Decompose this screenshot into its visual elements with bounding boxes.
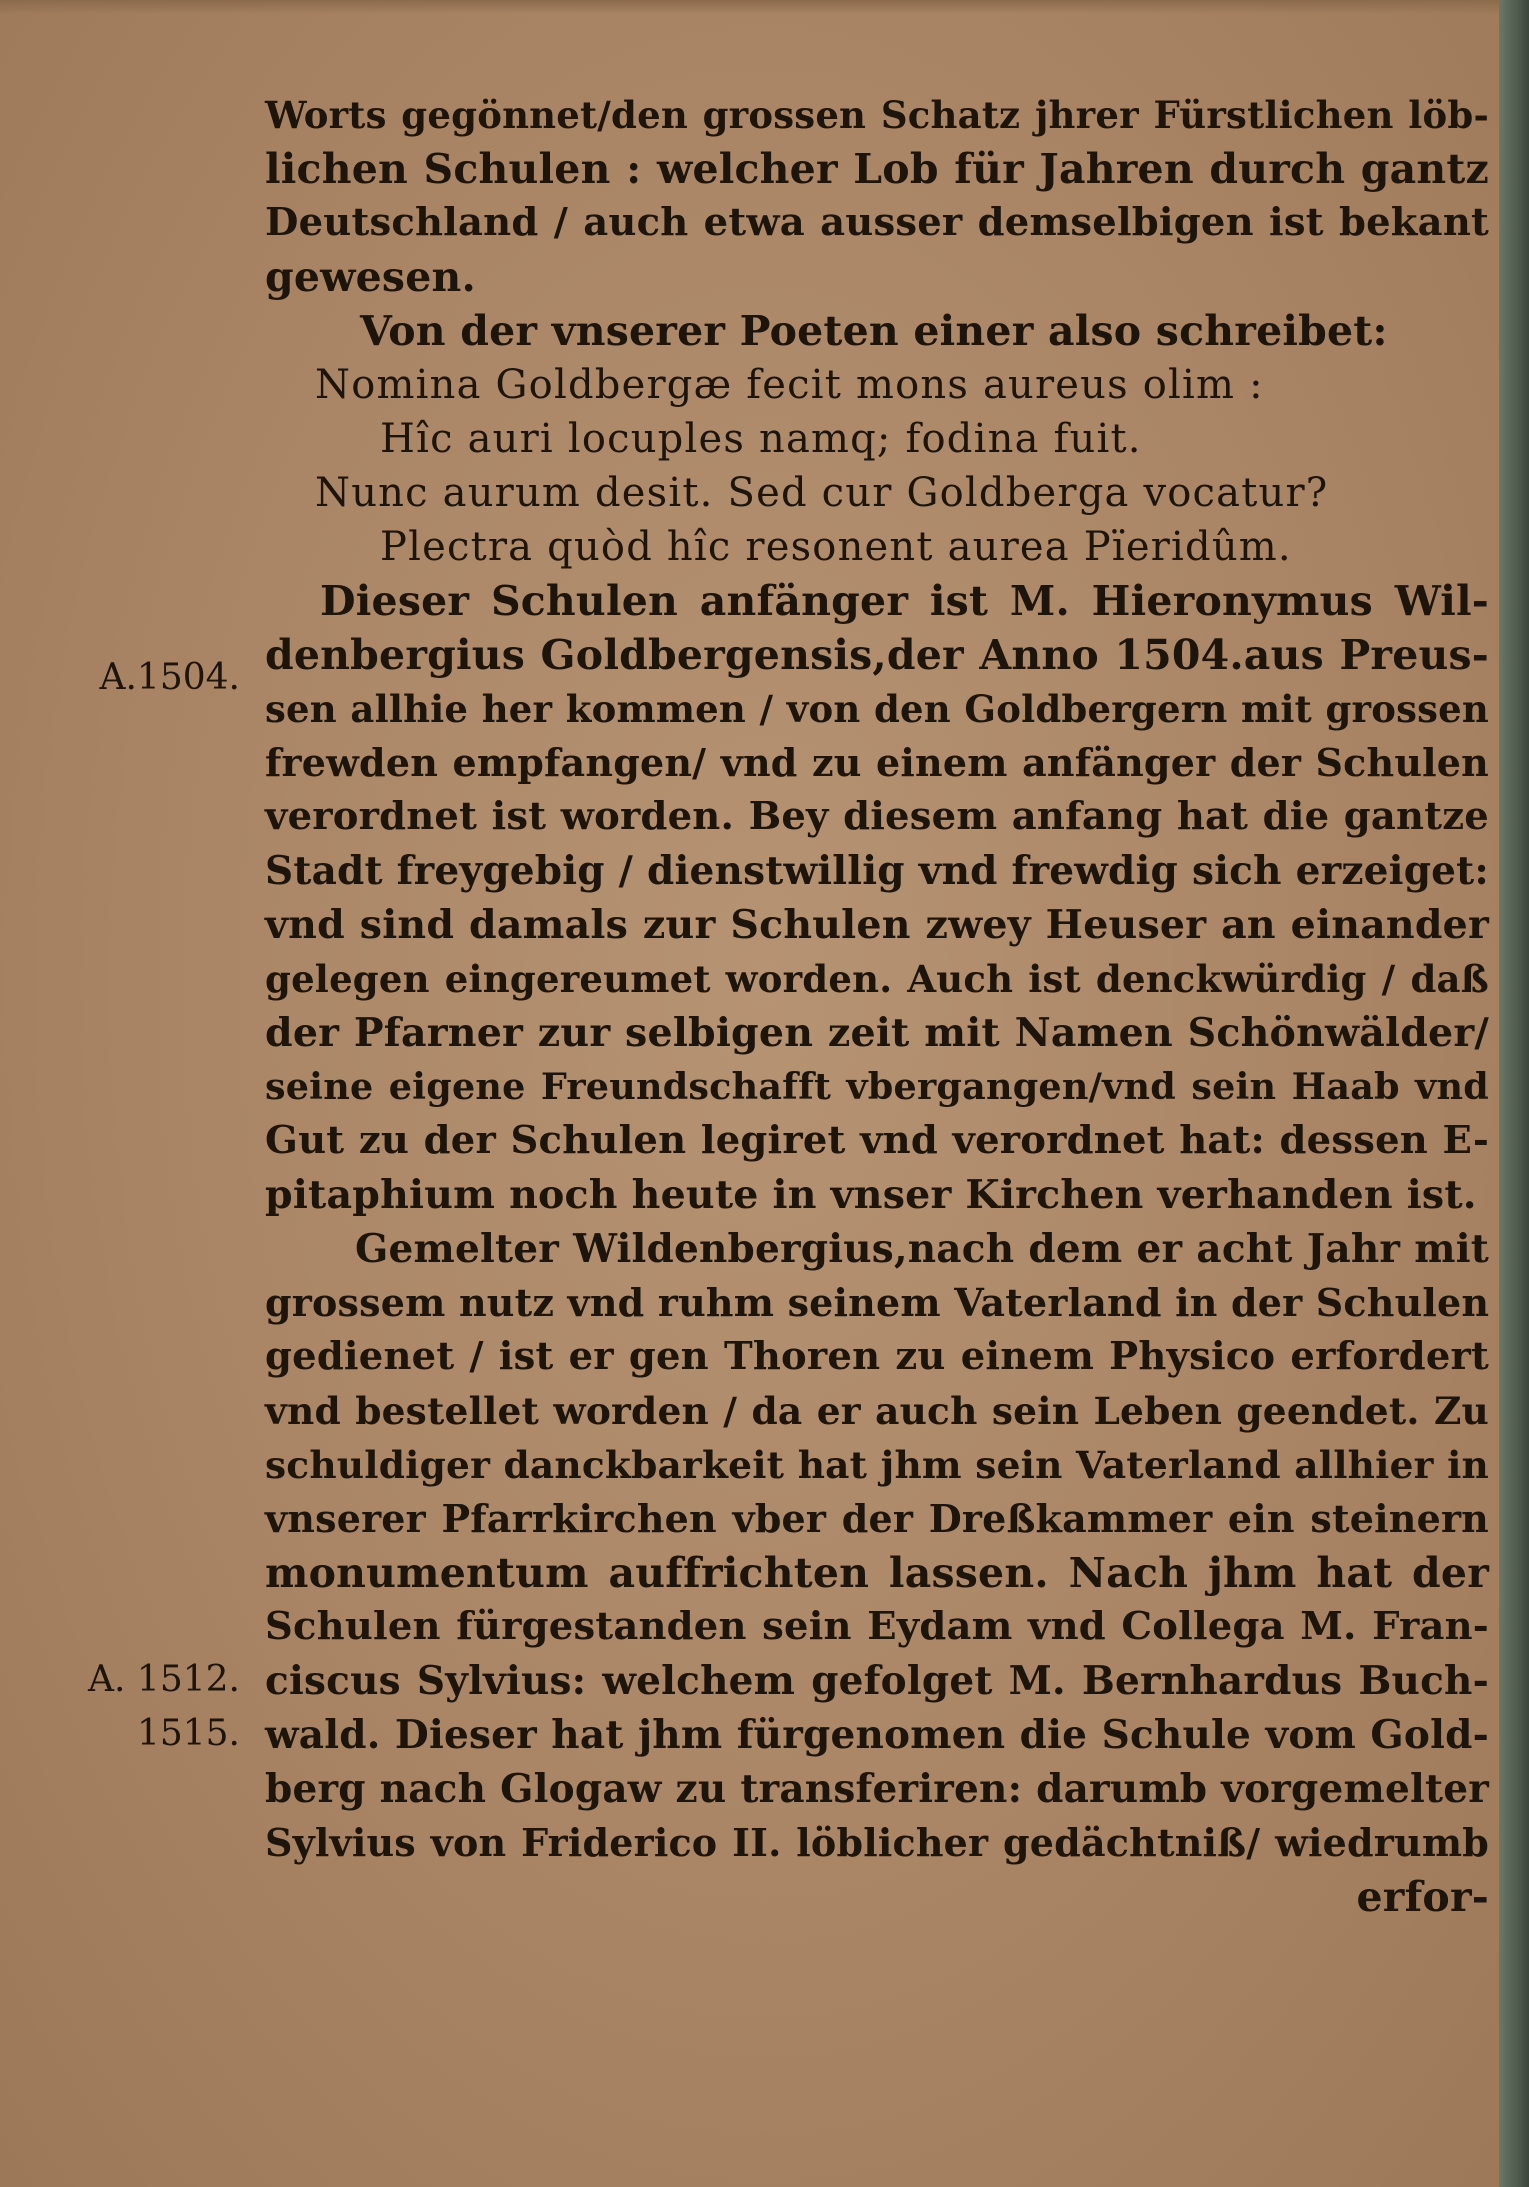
text-line: Gemelter Wildenbergius,nach dem er acht Jahr mit <box>355 1226 1489 1272</box>
text-line: Schulen fürgestanden sein Eydam vnd Collega M. Fran- <box>265 1604 1489 1649</box>
text-line: denbergius Goldbergensis,der Anno 1504.aus Preus- <box>265 631 1489 679</box>
text-line: vnd bestellet worden / da er auch sein Leben geendet. Zu <box>265 1389 1489 1433</box>
text-line: Worts gegönnet/den grossen Schatz jhrer Fürstlichen löb- <box>265 93 1489 137</box>
text-line: seine eigene Freundschafft vbergangen/vnd sein Haab vnd <box>265 1065 1489 1108</box>
catchword: erfor- <box>1356 1873 1489 1921</box>
text-line: Deutschland / auch etwa ausser demselbigen ist bekant <box>265 200 1489 245</box>
text-line: Dieser Schulen anfänger ist M. Hieronymus Wil- <box>320 577 1489 625</box>
latin-verse-line: Hîc auri locuples namq; fodina fuit. <box>380 416 1142 462</box>
text-line: Gut zu der Schulen legiret vnd verordnet hat: dessen E- <box>265 1118 1489 1163</box>
text-line: ciscus Sylvius: welchem gefolget M. Bernhardus Buch- <box>265 1658 1489 1704</box>
text-line: berg nach Glogaw zu transferiren: darumb vorgemelter <box>265 1766 1489 1812</box>
margin-note-year-1512: A. 1512. <box>88 1659 240 1700</box>
page-top-edge <box>0 0 1529 14</box>
text-line: schuldiger danckbarkeit hat jhm sein Vaterland allhier in <box>265 1443 1489 1487</box>
verse-intro-line: Von der vnserer Poeten einer also schreibet: <box>360 307 1388 355</box>
text-line: gedienet / ist er gen Thoren zu einem Physico erfordert <box>265 1334 1489 1379</box>
latin-verse-line: Nunc aurum desit. Sed cur Goldberga vocatur? <box>315 470 1329 516</box>
book-binding-edge <box>1499 0 1529 2187</box>
text-line: der Pfarner zur selbigen zeit mit Namen Schönwälder/ <box>265 1010 1489 1056</box>
text-line: lichen Schulen : welcher Lob für Jahren durch gantz <box>265 145 1489 193</box>
text-line: verordnet ist worden. Bey diesem anfang hat die gantze <box>265 794 1489 839</box>
margin-note-year-1504: A.1504. <box>99 657 240 698</box>
text-line: grossem nutz vnd ruhm seinem Vaterland in der Schulen <box>265 1280 1490 1325</box>
latin-verse-line: Nomina Goldbergæ fecit mons aureus olim : <box>315 362 1264 408</box>
text-line: pitaphium noch heute in vnser Kirchen verhanden ist. <box>265 1172 1477 1218</box>
text-line: Sylvius von Friderico II. löblicher gedächtniß/ wiedrumb <box>265 1820 1489 1865</box>
text-line: monumentum auffrichten lassen. Nach jhm hat der <box>265 1549 1489 1597</box>
latin-verse-line: Plectra quòd hîc resonent aurea Pïeridûm. <box>380 524 1292 570</box>
text-line: wald. Dieser hat jhm fürgenomen die Schule vom Gold- <box>265 1712 1489 1758</box>
text-line: gewesen. <box>265 253 476 301</box>
text-line: sen allhie her kommen / von den Goldbergern mit grossen <box>265 687 1489 731</box>
margin-note-year-1515: 1515. <box>136 1713 240 1754</box>
text-line: frewden empfangen/ vnd zu einem anfänger der Schulen <box>265 740 1489 785</box>
text-line: vnd sind damals zur Schulen zwey Heuser an einander <box>265 902 1489 948</box>
text-line: Stadt freygebig / dienstwillig vnd frewdig sich erzeiget: <box>265 848 1489 894</box>
text-line: gelegen eingereumet worden. Auch ist denckwürdig / daß <box>265 957 1489 1001</box>
text-line: vnserer Pfarrkirchen vber der Dreßkammer ein steinern <box>265 1496 1489 1541</box>
